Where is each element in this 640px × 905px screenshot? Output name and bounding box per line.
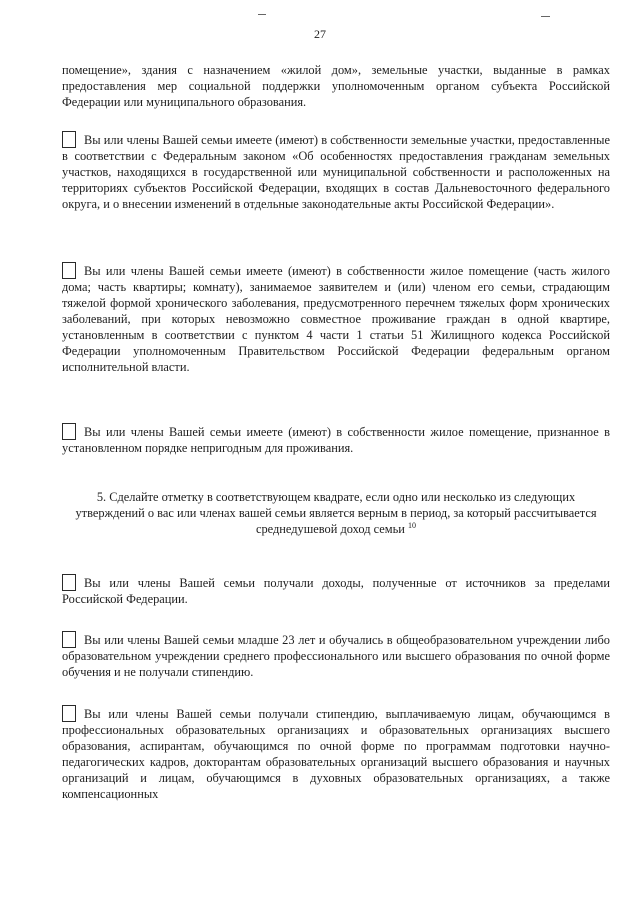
option-foreign-income <box>62 574 610 607</box>
paragraph-text: помещение», здания с назначением «жилой дом», земельные участки, выданные в рамках предоставления мер социальной поддержки уполномоченным органом субъекта Российской Федерации или муниципального образования. <box>62 63 610 109</box>
checkbox[interactable] <box>62 262 76 279</box>
option-student-no-stipend <box>62 631 610 680</box>
checkbox[interactable] <box>62 574 76 591</box>
option-stipend <box>62 705 610 802</box>
option-text: Вы или члены Вашей семьи младше 23 лет и обучались в общеобразовательном учреждении либо образовательном учреждении среднего профессионального или высшего образования по очной форме обучения и не получали стипендию. <box>62 633 610 679</box>
option-text: Вы или члены Вашей семьи имеете (имеют) в собственности земельные участки, предоставленные в соответствии с Федеральным законом «Об особенностях предоставления гражданам земельных участков, находящихся в государственной или муниципальной собственности и расположенных на территориях субъектов Российской Федерации, входящих в состав Дальневосточного федерального округа, и о внесении изменений в отдельные законодательные акты Российской Федерации». <box>62 133 610 211</box>
checkbox[interactable] <box>62 423 76 440</box>
checkbox[interactable] <box>62 131 76 148</box>
option-text: Вы или члены Вашей семьи имеете (имеют) в собственности жилое помещение (часть жилого дома; часть квартиры; комнату), занимаемое заявителем и (или) членом его семьи, страдающим тяжелой формой хронического заболевания, предусмотренного перечнем тяжелых форм хронических заболеваний, при которых невозможно совместное проживание граждан в одной квартире, установленным в соответствии с пунктом 4 части 1 статьи 51 Жилищного кодекса Российской Федерации уполномоченным Правительством Российской Федерации федеральным органом исполнительной власти. <box>62 264 610 374</box>
option-housing-chronic-disease <box>62 262 610 375</box>
option-land-far-east <box>62 131 610 212</box>
option-text: Вы или члены Вашей семьи получали стипендию, выплачиваемую лицам, обучающимся в профессиональных образовательных организациях и образовательных организациях высшего образования, аспирантам, обучающимся по очной форме по программам подготовки научно-педагогических кадров, докторантам образовательных организаций высшего образования и научных организаций и лицам, обучающимся в духовных образовательных организациях, а также компенсационных <box>62 707 610 801</box>
option-text: Вы или члены Вашей семьи имеете (имеют) в собственности жилое помещение, признанное в установленном порядке непригодным для проживания. <box>62 425 610 455</box>
heading-text: 5. Сделайте отметку в соответствующем квадрате, если одно или несколько из следующих утверждений о вас или членах вашей семьи является верным в период, за который рассчитывается среднедушевой доход семьи <box>75 490 597 536</box>
scan-mark-left <box>258 14 266 15</box>
checkbox[interactable] <box>62 705 76 722</box>
option-housing-uninhabitable <box>62 423 610 456</box>
scan-mark-right <box>541 16 550 17</box>
page-number: 27 <box>314 27 326 41</box>
section-5-heading <box>62 489 610 537</box>
option-text: Вы или члены Вашей семьи получали доходы, полученные от источников за пределами Российской Федерации. <box>62 576 610 606</box>
paragraph-continuation <box>62 62 610 110</box>
footnote-marker: 10 <box>408 521 417 530</box>
checkbox[interactable] <box>62 631 76 648</box>
